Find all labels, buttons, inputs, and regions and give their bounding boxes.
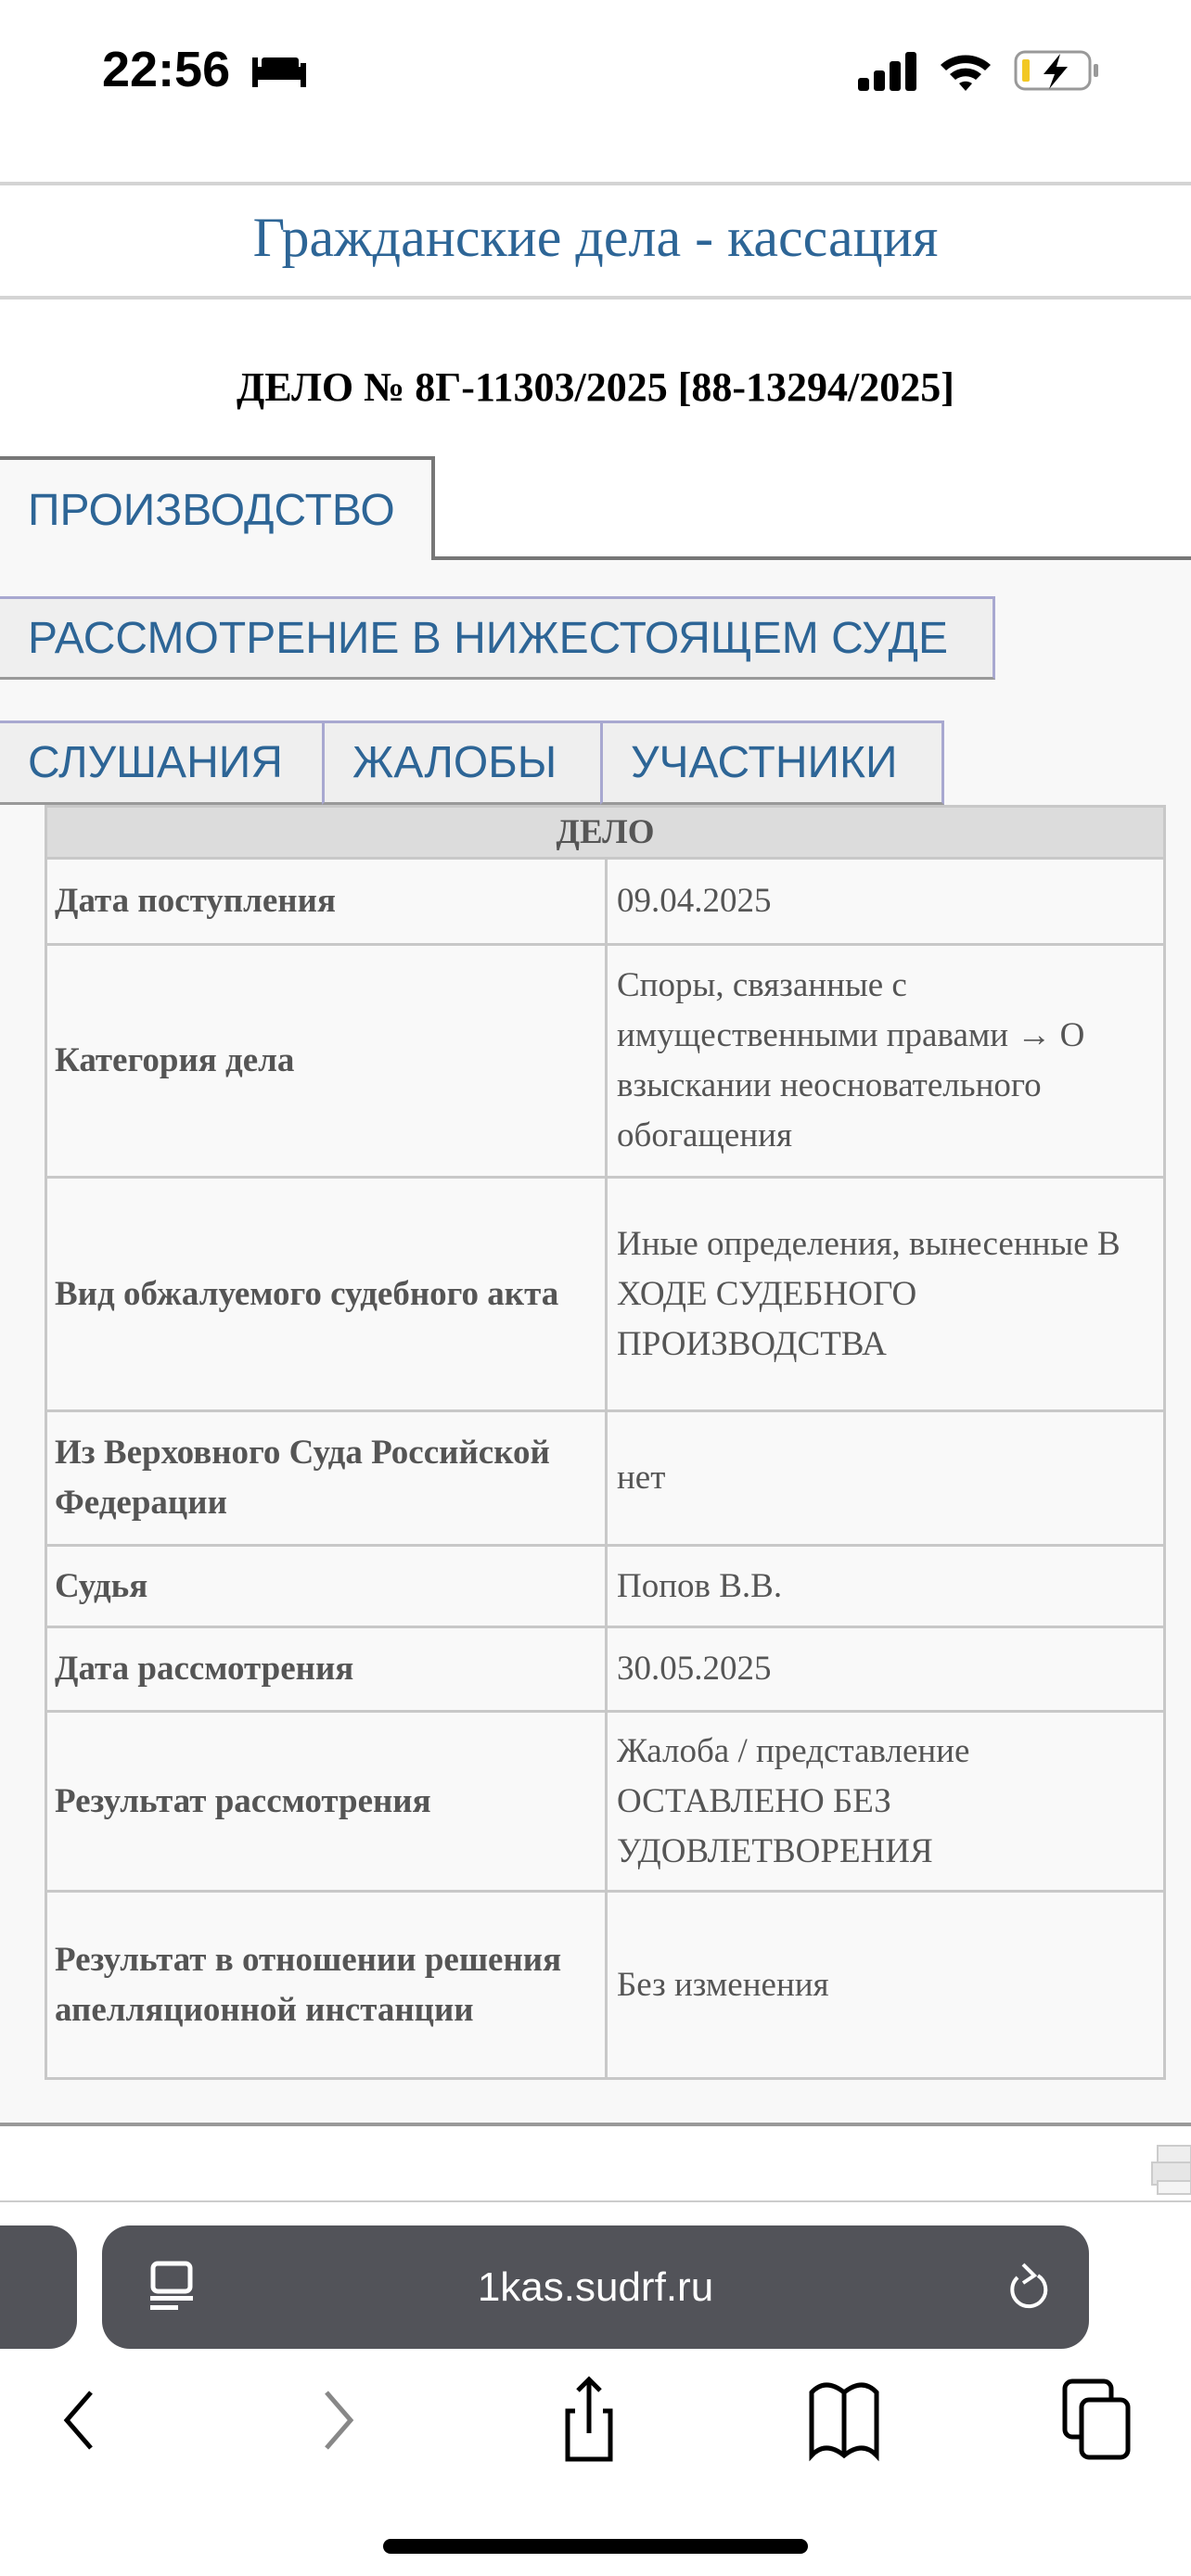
table-row bbox=[46, 1712, 1165, 1892]
tab-participants[interactable]: УЧАСТНИКИ bbox=[600, 721, 944, 805]
row-label: Результат в отношении решения апелляционной инстанции bbox=[46, 1892, 607, 2079]
site-title[interactable]: Гражданские дела - кассация bbox=[252, 207, 939, 268]
share-icon[interactable] bbox=[547, 2374, 631, 2463]
divider bbox=[0, 296, 1191, 300]
row-value: Без изменения bbox=[607, 1892, 1165, 2079]
row-value: 30.05.2025 bbox=[607, 1627, 1165, 1712]
address-bar[interactable] bbox=[102, 2225, 1089, 2349]
row-value: Жалоба / представление ОСТАВЛЕНО БЕЗ УДОВЛЕТВОРЕНИЯ bbox=[607, 1712, 1165, 1892]
battery-charging-icon bbox=[1014, 50, 1103, 91]
row-value: Споры, связанные с имущественными правами → О взыскании неосновательного обогащения bbox=[607, 945, 1165, 1178]
table-row bbox=[46, 1178, 1165, 1411]
tabs-icon[interactable] bbox=[1057, 2374, 1141, 2463]
tab-lower-court[interactable]: РАССМОТРЕНИЕ В НИЖЕСТОЯЩЕМ СУДЕ bbox=[0, 596, 995, 680]
row-value: 09.04.2025 bbox=[607, 859, 1165, 945]
bed-icon bbox=[252, 54, 306, 87]
table-row bbox=[46, 1627, 1165, 1712]
case-title: ДЕЛО № 8Г-11303/2025 [88-13294/2025] bbox=[237, 364, 954, 410]
status-time: 22:56 bbox=[102, 42, 231, 97]
signal-icon bbox=[858, 50, 919, 91]
home-indicator bbox=[383, 2539, 808, 2554]
case-table bbox=[45, 805, 1166, 2080]
table-header: ДЕЛО bbox=[46, 807, 1165, 859]
row-label: Дата рассмотрения bbox=[46, 1627, 607, 1712]
printer-icon[interactable] bbox=[1150, 2144, 1191, 2196]
url-text: 1kas.sudrf.ru bbox=[477, 2264, 714, 2310]
previous-tab-bar[interactable] bbox=[0, 2225, 77, 2349]
reload-icon[interactable] bbox=[1005, 2261, 1051, 2316]
tab-border bbox=[431, 556, 1191, 560]
tab-complaints[interactable]: ЖАЛОБЫ bbox=[322, 721, 603, 805]
page-menu-icon[interactable] bbox=[150, 2261, 193, 2313]
tab-proizvodstvo[interactable]: ПРОИЗВОДСТВО bbox=[0, 456, 435, 560]
table-row bbox=[46, 1546, 1165, 1627]
bookmarks-icon[interactable] bbox=[802, 2374, 886, 2463]
row-label: Категория дела bbox=[46, 945, 607, 1178]
row-label: Результат рассмотрения bbox=[46, 1712, 607, 1892]
divider bbox=[0, 182, 1191, 185]
row-value: Иные определения, вынесенные В ХОДЕ СУДЕБНОГО ПРОИЗВОДСТВА bbox=[607, 1178, 1165, 1411]
row-value: Попов В.В. bbox=[607, 1546, 1165, 1627]
tab-hearings[interactable]: СЛУШАНИЯ bbox=[0, 721, 325, 805]
forward-icon[interactable] bbox=[297, 2374, 380, 2463]
table-row bbox=[46, 1411, 1165, 1546]
back-icon[interactable] bbox=[37, 2374, 121, 2463]
row-label: Судья bbox=[46, 1546, 607, 1627]
row-label: Дата поступления bbox=[46, 859, 607, 945]
row-label: Из Верховного Суда Российской Федерации bbox=[46, 1411, 607, 1546]
row-value: нет bbox=[607, 1411, 1165, 1546]
table-row bbox=[46, 859, 1165, 945]
table-row bbox=[46, 1892, 1165, 2079]
wifi-icon bbox=[939, 50, 992, 91]
table-row bbox=[46, 945, 1165, 1178]
row-label: Вид обжалуемого судебного акта bbox=[46, 1178, 607, 1411]
